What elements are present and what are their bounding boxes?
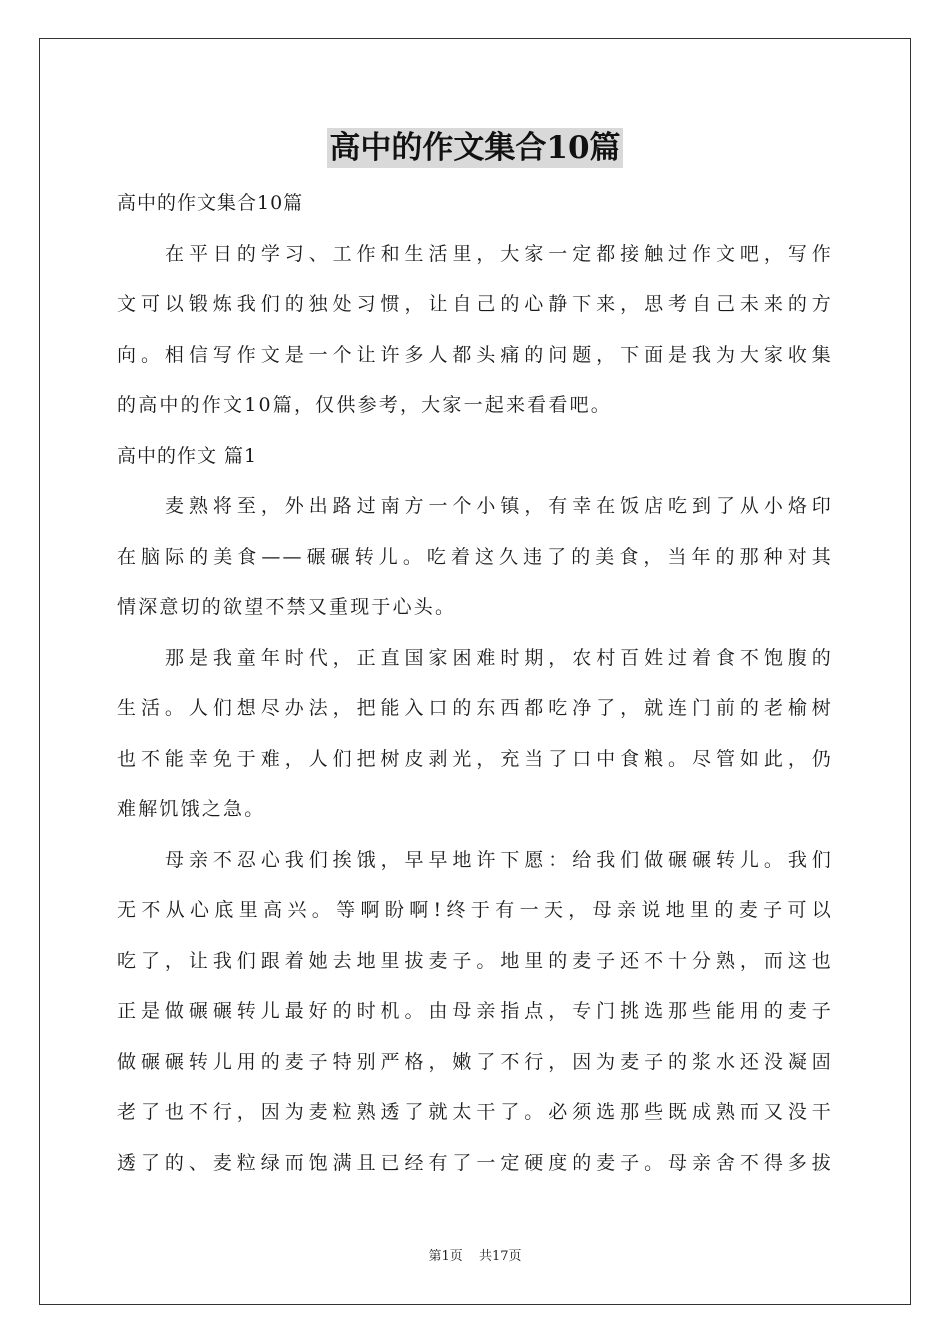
page-total: 共17页 [478,1249,522,1264]
text-line: 做碾碾转儿用的麦子特别严格，嫩了不行，因为麦子的浆水还没凝固 [117,1050,833,1073]
document-body [117,178,833,1188]
text-line: 难解饥饿之急。 [117,798,266,820]
page-number: 第1页 [428,1249,463,1264]
title-wrap [0,128,950,168]
text-line: 老了也不行，因为麦粒熟透了就太干了。必须选那些既成熟而又没干 [117,1101,833,1123]
text-line: 情深意切的欲望不禁又重现于心头。 [117,596,457,618]
text-line: 向。相信写作文是一个让许多人都头痛的问题，下面是我为大家收集 [117,343,833,366]
text-line: 在平日的学习、工作和生活里，大家一定都接触过作文吧，写作 [165,242,833,265]
text-line: 在脑际的美食——碾碾转儿。吃着这久违了的美食，当年的那种对其 [117,545,833,568]
text-line: 也不能幸免于难，人们把树皮剥光，充当了口中食粮。尽管如此，仍 [117,747,833,770]
text-line: 生活。人们想尽办法，把能入口的东西都吃净了，就连门前的老榆树 [117,697,833,719]
section-heading: 高中的作文集合10篇 [117,192,304,214]
page-footer [0,1245,950,1264]
text-line: 那是我童年时代，正直国家困难时期，农村百姓过着食不饱腹的 [165,646,833,669]
text-line: 文可以锻炼我们的独处习惯，让自己的心静下来，思考自己未来的方 [117,293,833,315]
text-line: 无不从心底里高兴。等啊盼啊!终于有一天，母亲说地里的麦子可以 [117,899,833,921]
text-line: 的高中的作文10篇，仅供参考，大家一起来看看吧。 [117,394,612,416]
text-line: 母亲不忍心我们挨饿，早早地许下愿：给我们做碾碾转儿。我们 [165,848,833,871]
text-line: 正是做碾碾转儿最好的时机。由母亲指点，专门挑选那些能用的麦子 [117,1000,833,1022]
text-line: 透了的、麦粒绿而饱满且已经有了一定硬度的麦子。母亲舍不得多拔 [117,1151,833,1174]
text-line: 麦熟将至，外出路过南方一个小镇，有幸在饭店吃到了从小烙印 [165,495,833,517]
text-line: 吃了，让我们跟着她去地里拔麦子。地里的麦子还不十分熟，而这也 [117,949,833,972]
document-title: 高中的作文集合10篇 [329,130,621,166]
section-heading: 高中的作文 篇1 [117,444,258,467]
